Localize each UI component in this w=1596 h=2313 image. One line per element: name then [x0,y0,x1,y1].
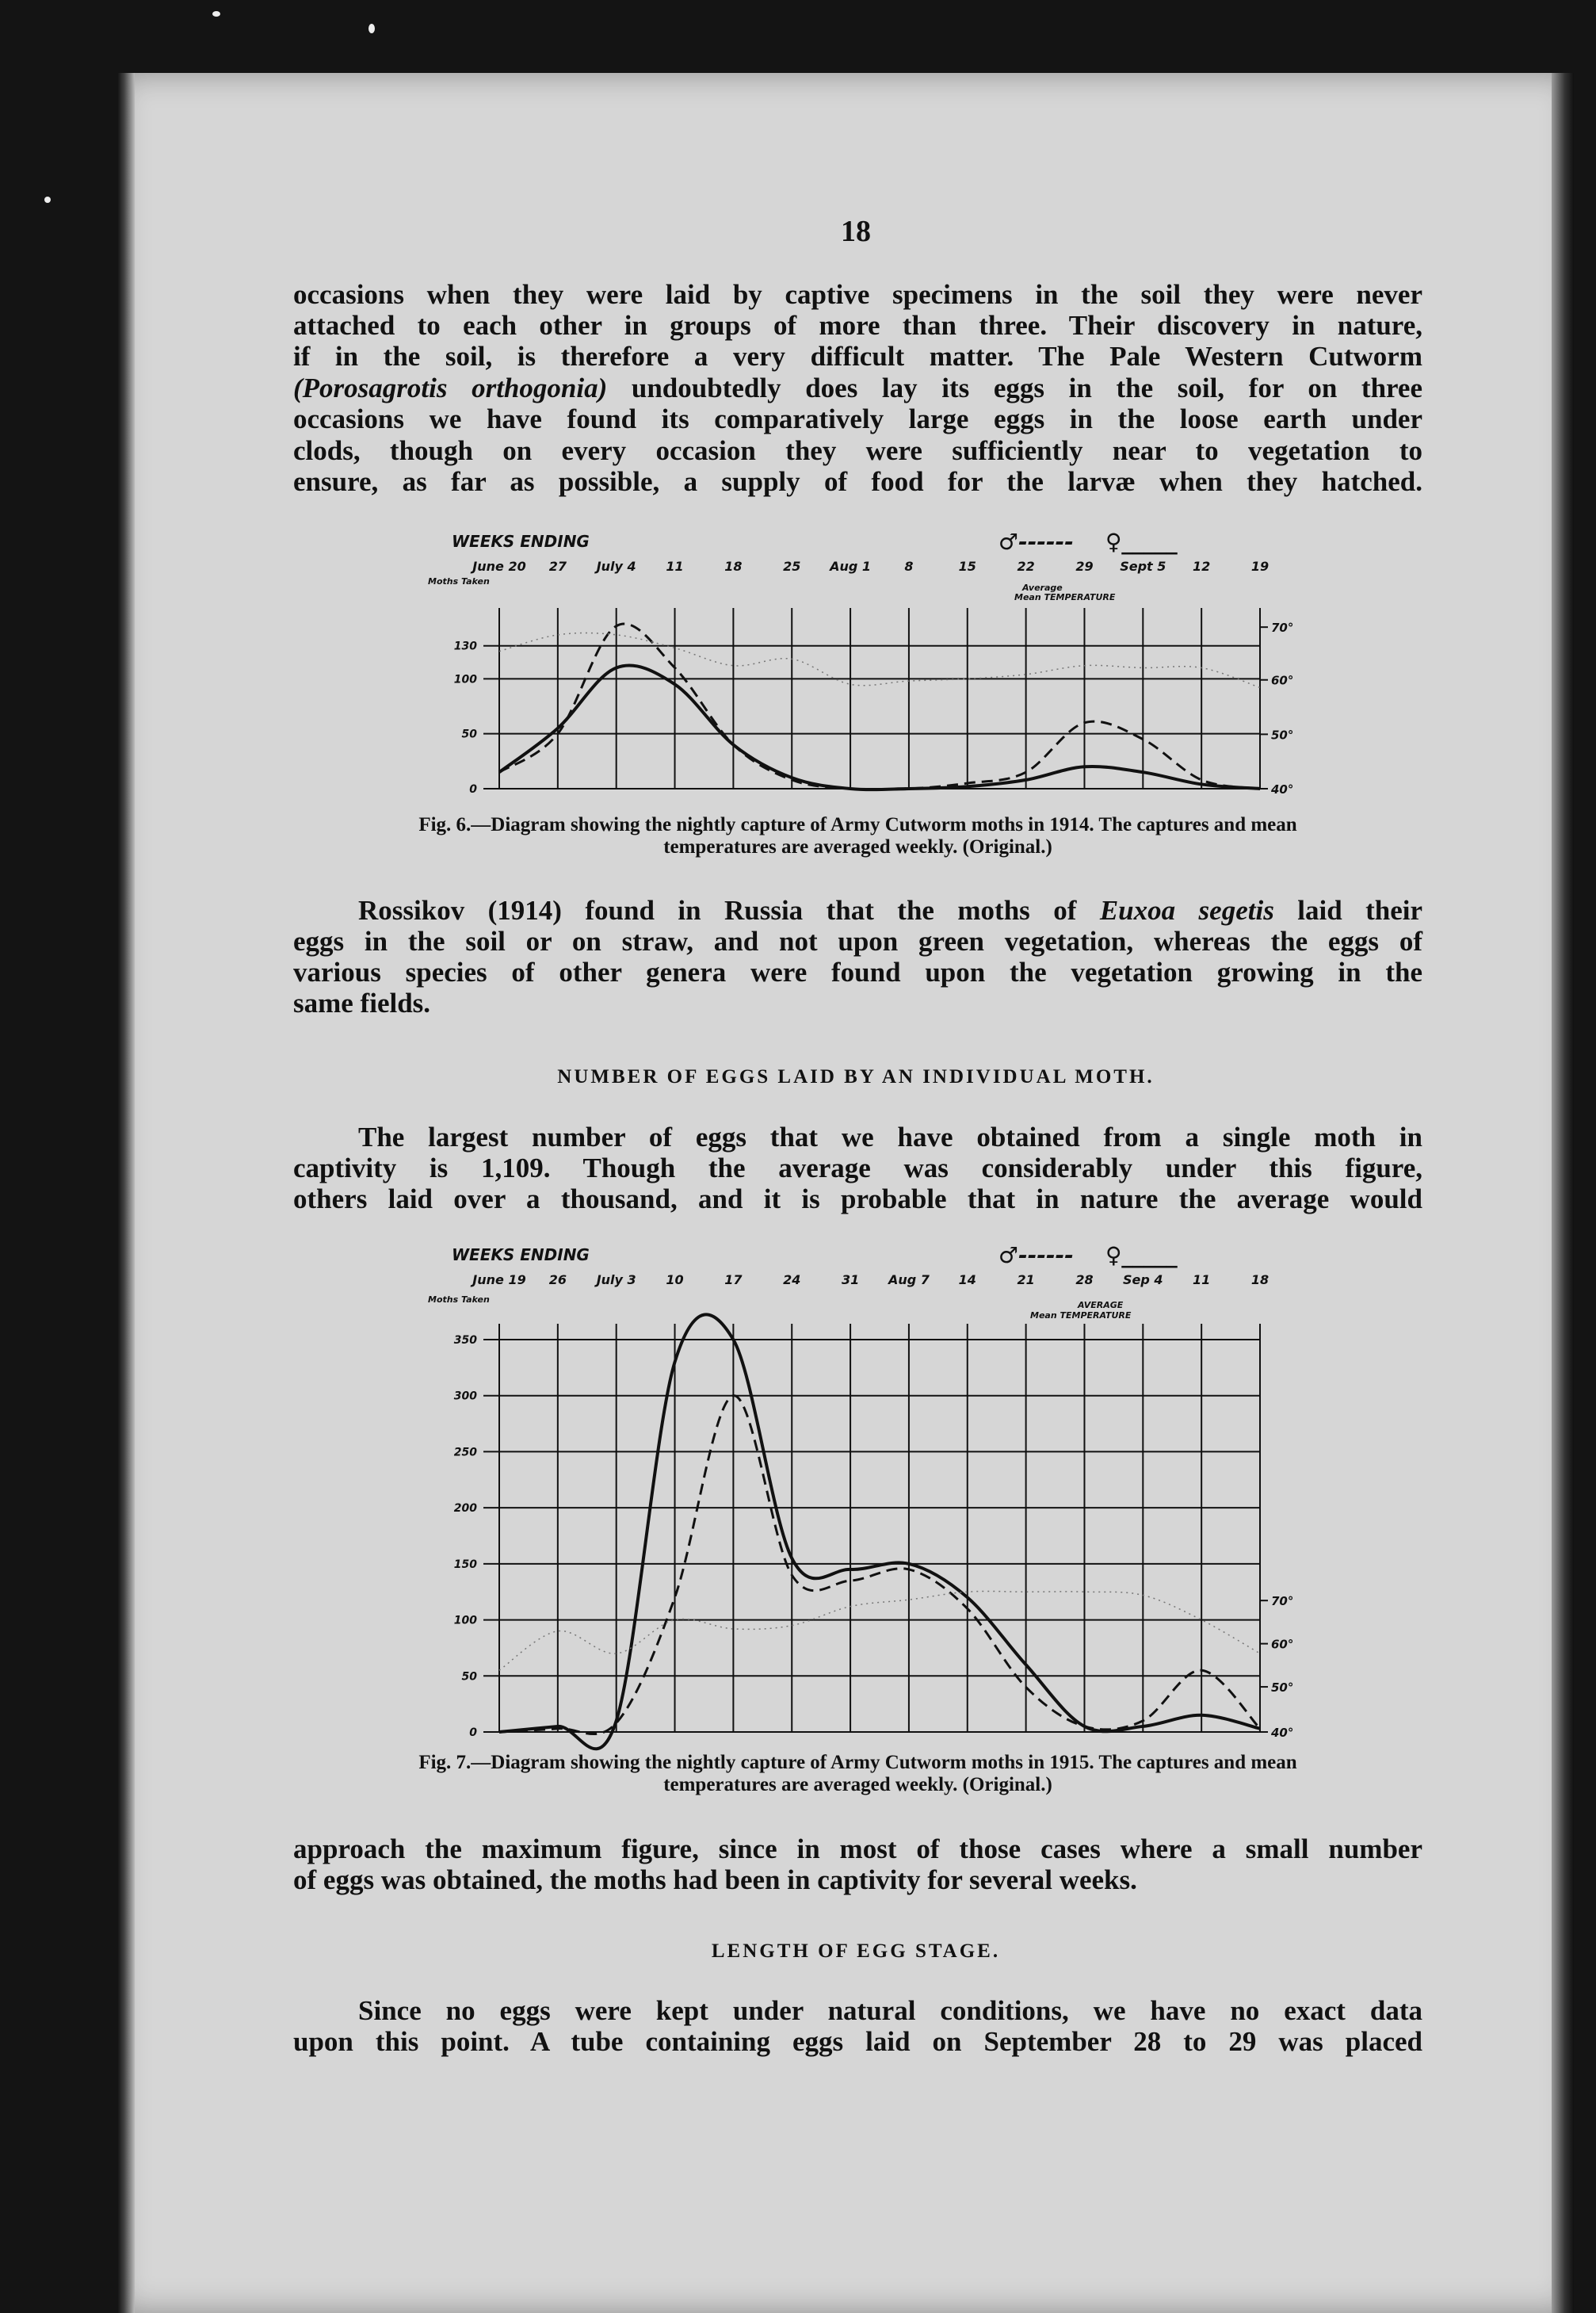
figure-6-caption-line: Fig. 6.—Diagram showing the nightly capture of Army Cutworm moths in 1914. The captures and mean [418,814,1297,835]
x-tick-label: 15 [958,559,976,574]
paragraph-line: same fields. [293,988,431,1019]
x-tick-label: 24 [783,1272,801,1287]
y-tick-label: 200 [453,1502,477,1516]
female-captures-line [499,1314,1260,1749]
x-tick-label: 11 [666,559,684,574]
paragraph-line: occasions we have found its comparatively large eggs in the loose earth under [293,403,1422,434]
figure-6-chart [428,527,1294,812]
paragraph-line: others laid over a thousand, and it is probable that in nature the average would [293,1183,1422,1214]
figure-6-svg [428,527,1294,812]
y-tick-label: 50 [461,728,477,741]
film-speck [368,24,375,33]
x-tick-label: 22 [1017,559,1035,574]
x-tick-label: 18 [1250,1272,1270,1287]
x-tick-label: 19 [1250,559,1270,574]
x-tick-label: Sept 5 [1120,559,1166,574]
page-number: 18 [841,215,871,248]
paragraph-line: The largest number of eggs that we have obtained from a single moth in [358,1122,1422,1153]
temperature-tick-label: 70° [1271,621,1294,636]
paragraph-line: upon this point. A tube containing eggs laid on September 28 to 29 was placed [293,2026,1422,2057]
x-tick-label: 12 [1193,559,1211,574]
paragraph-line: clods, though on every occasion they were sufficiently near to vegetation to [293,435,1422,466]
figure-6-caption-line: temperatures are averaged weekly. (Original.) [663,836,1052,858]
y-tick-label: 0 [469,1726,477,1739]
x-tick-label: 29 [1075,559,1094,574]
x-tick-label: 10 [666,1272,684,1287]
species-name: Euxoa segetis [1099,895,1274,926]
figure-header: WEEKS ENDING [452,1245,590,1264]
x-tick-label: Aug 7 [888,1272,930,1287]
temperature-line [499,1591,1260,1670]
paragraph-line [358,895,1422,926]
paragraph-line: occasions when they were laid by captive specimens in the soil they were never [293,279,1422,310]
temperature-tick-label: 60° [1271,1637,1294,1652]
paragraph-line [293,373,1422,403]
y-axis-title: Moths Taken [428,576,490,587]
x-tick-label: Aug 1 [830,559,872,574]
paragraph-line: eggs in the soil or on straw, and not upon green vegetation, whereas the eggs of [293,926,1422,957]
x-tick-label: June 19 [472,1272,526,1287]
line-text: undoubtedly does lay its eggs in the soil, for on three [631,373,1423,403]
film-speck [44,197,51,203]
paragraph-line: ensure, as far as possible, a supply of food for the larvæ when they hatched. [293,466,1422,497]
paragraph-line: captivity is 1,109. Though the average was considerably under this figure, [293,1153,1422,1183]
paragraph-line: Since no eggs were kept under natural conditions, we have no exact data [358,1995,1422,2026]
y-tick-label: 250 [453,1446,477,1459]
paragraph-line: approach the maximum figure, since in most of those cases where a small number [293,1833,1422,1864]
figure-7-chart [428,1241,1294,1752]
legend-female: ♀_____ [1105,529,1178,555]
figure-7-caption-line: temperatures are averaged weekly. (Original.) [663,1774,1052,1795]
paragraph-line: attached to each other in groups of more than three. Their discovery in nature, [293,310,1422,341]
film-speck [212,11,220,17]
x-tick-label: July 3 [596,1272,636,1287]
female-captures-line [499,665,1260,789]
x-tick-label: 11 [1193,1272,1211,1287]
x-tick-label: Sep 4 [1123,1272,1163,1287]
paragraph-line: of eggs was obtained, the moths had been in captivity for several weeks. [293,1864,1137,1895]
y-tick-label: 50 [461,1670,477,1684]
line-text: laid their [1297,895,1423,926]
temperature-tick-label: 50° [1271,1680,1294,1696]
male-captures-line [499,624,1260,789]
x-tick-label: 18 [724,559,743,574]
y-tick-label: 300 [453,1390,477,1403]
x-tick-label: 31 [841,1272,860,1287]
x-tick-label: 21 [1017,1272,1035,1287]
y-tick-label: 350 [453,1334,477,1347]
x-tick-label: 8 [904,559,914,574]
legend-male: ♂------ [998,1242,1074,1268]
y-tick-label: 130 [453,640,477,653]
y-tick-label: 100 [453,673,477,686]
x-tick-label: 14 [958,1272,976,1287]
species-name: (Porosagrotis orthogonia) [293,373,608,403]
page-binding-right [1552,73,1574,2313]
figure-7-svg [428,1241,1294,1752]
y-tick-label: 0 [469,783,477,796]
temperature-tick-label: 50° [1271,728,1294,743]
temperature-tick-label: 60° [1271,673,1294,688]
legend-temperature: Mean TEMPERATURE [1014,592,1116,602]
section-heading: LENGTH OF EGG STAGE. [711,1940,1001,1962]
x-tick-label: 25 [783,559,801,574]
x-tick-label: June 20 [472,559,526,574]
paragraph-line: various species of other genera were found upon the vegetation growing in the [293,957,1422,988]
legend-average: AVERAGE [1078,1300,1124,1310]
temperature-tick-label: 40° [1271,782,1294,797]
temperature-tick-label: 40° [1271,1726,1294,1740]
x-tick-label: July 4 [596,559,636,574]
line-text: Rossikov (1914) found in Russia that the moths of [358,895,1077,926]
legend-male: ♂------ [998,529,1074,555]
x-tick-label: 27 [548,559,567,574]
legend-average: Average [1022,583,1063,593]
paragraph-line: if in the soil, is therefore a very difficult matter. The Pale Western Cutworm [293,341,1422,372]
section-heading: NUMBER OF EGGS LAID BY AN INDIVIDUAL MOTH. [557,1066,1155,1088]
y-axis-title: Moths Taken [428,1294,490,1305]
page-binding-left [117,73,135,2313]
temperature-tick-label: 70° [1271,1594,1294,1609]
figure-header: WEEKS ENDING [452,532,590,551]
figure-7-caption-line: Fig. 7.—Diagram showing the nightly capture of Army Cutworm moths in 1915. The captures and mean [418,1752,1297,1773]
x-tick-label: 28 [1075,1272,1094,1287]
legend-temperature: Mean TEMPERATURE [1030,1310,1132,1321]
legend-female: ♀_____ [1105,1242,1178,1268]
x-tick-label: 17 [724,1272,743,1287]
y-tick-label: 100 [453,1614,477,1627]
y-tick-label: 150 [453,1558,477,1571]
x-tick-label: 26 [548,1272,567,1287]
